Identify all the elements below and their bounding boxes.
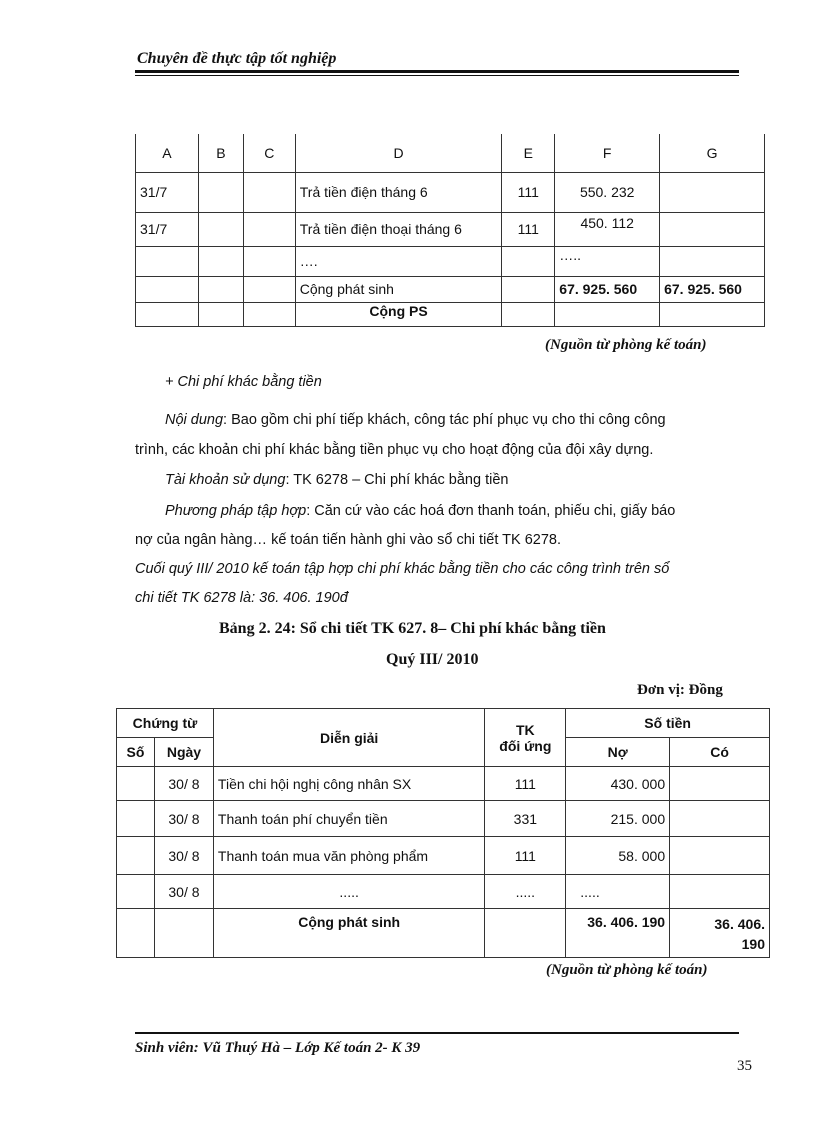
table-row: [117, 767, 770, 801]
cell-empty: [154, 909, 213, 958]
footer-rule: [135, 1032, 739, 1034]
col-header-f: F: [555, 134, 660, 172]
table1-header-row: [136, 134, 765, 172]
header-co: Có: [670, 738, 770, 767]
label-tai-khoan: Tài khoản sử dụng: [165, 472, 286, 488]
cell-description: ….: [295, 246, 502, 276]
cell-co: [670, 801, 770, 837]
table-period: Quý III/ 2010: [386, 651, 479, 668]
header-dien-giai: Diễn giải: [213, 709, 484, 767]
cell-date: [136, 246, 199, 276]
total-credit: 67. 925. 560: [660, 276, 765, 302]
cell-empty: [485, 909, 566, 958]
header-no: Nợ: [566, 738, 670, 767]
cell-co: [670, 767, 770, 801]
cell-empty: [502, 276, 555, 302]
cell-empty: [502, 302, 555, 326]
cell-so: [117, 767, 155, 801]
table1-ps-row: [136, 302, 765, 326]
label-phuong-phap: Phương pháp tập hợp: [165, 503, 307, 519]
cell-so: [117, 801, 155, 837]
header-tk: TK: [516, 721, 535, 738]
cell-c: [243, 172, 295, 212]
table1-total-row: [136, 276, 765, 302]
col-header-d: D: [295, 134, 502, 172]
label-noi-dung: Nội dung: [165, 412, 224, 428]
cell-no: 430. 000: [566, 767, 670, 801]
cell-tk: 111: [485, 767, 566, 801]
paragraph-noi-dung: [165, 412, 666, 428]
cell-tk: 111: [485, 837, 566, 875]
cell-so: [117, 837, 155, 875]
paragraph-phuong-phap-cont: nợ của ngân hàng… kế toán tiến hành ghi vào sổ chi tiết TK 6278.: [135, 532, 562, 548]
col-header-b: B: [198, 134, 243, 172]
cell-dien-giai: Tiền chi hội nghị công nhân SX: [213, 767, 484, 801]
cell-description: Trả tiền điện thoại tháng 6: [295, 212, 502, 246]
col-header-a: A: [136, 134, 199, 172]
table2-header-row-1: [117, 709, 770, 738]
table-caption: Bảng 2. 24: Sổ chi tiết TK 627. 8– Chi phí khác bằng tiền: [219, 620, 606, 637]
cell-credit: [660, 212, 765, 246]
col-header-e: E: [502, 134, 555, 172]
header-rule-thin: [135, 75, 739, 76]
cell-empty: [660, 302, 765, 326]
header-tk-doi-ung: [485, 709, 566, 767]
cell-c: [243, 246, 295, 276]
cell-debit: 450. 112: [555, 212, 660, 246]
cell-b: [198, 172, 243, 212]
total-debit: 67. 925. 560: [555, 276, 660, 302]
paragraph-noi-dung-cont: trình, các khoản chi phí khác bằng tiền phục vụ cho hoạt động của đội xây dựng.: [135, 442, 654, 458]
cell-credit: [660, 172, 765, 212]
total-co-line2: 190: [741, 936, 765, 952]
text-tai-khoan: : TK 6278 – Chi phí khác bằng tiền: [285, 472, 509, 488]
source-note: (Nguồn từ phòng kế toán): [545, 337, 707, 353]
ps-label: Cộng PS: [295, 302, 502, 326]
cell-account: 111: [502, 212, 555, 246]
cell-empty: [117, 909, 155, 958]
cell-empty: [198, 276, 243, 302]
cell-empty: [243, 276, 295, 302]
cell-tk: 331: [485, 801, 566, 837]
cell-account: 111: [502, 172, 555, 212]
section-item: + Chi phí khác bằng tiền: [165, 374, 322, 390]
header-rule: [135, 70, 739, 73]
cell-b: [198, 246, 243, 276]
cell-empty: [555, 302, 660, 326]
header-ngay: Ngày: [154, 738, 213, 767]
cell-ngay: 30/ 8: [154, 767, 213, 801]
col-header-g: G: [660, 134, 765, 172]
table-row: [136, 246, 765, 276]
cell-co: [670, 875, 770, 909]
ledger-table-continued: [135, 134, 765, 327]
header-doi-ung: đối ứng: [499, 737, 552, 754]
detail-ledger-table: [116, 708, 770, 958]
total-no: 36. 406. 190: [566, 909, 670, 958]
footer-student: Sinh viên: Vũ Thuý Hà – Lớp Kế toán 2- K 39: [135, 1040, 421, 1056]
summary-line-1: Cuối quý III/ 2010 kế toán tập hợp chi phí khác bằng tiền cho các công trình trên sổ: [135, 561, 670, 577]
header-so: Số: [117, 738, 155, 767]
cell-b: [198, 212, 243, 246]
cell-empty: [136, 276, 199, 302]
cell-no: 58. 000: [566, 837, 670, 875]
cell-empty: [198, 302, 243, 326]
header-so-tien: Số tiền: [566, 709, 770, 738]
col-header-c: C: [243, 134, 295, 172]
total-label: Cộng phát sinh: [295, 276, 502, 302]
text-phuong-phap: : Căn cứ vào các hoá đơn thanh toán, phiếu chi, giấy báo: [306, 503, 676, 519]
paragraph-phuong-phap: [165, 503, 675, 519]
cell-dien-giai: .....: [213, 875, 484, 909]
cell-dien-giai: Thanh toán mua văn phòng phẩm: [213, 837, 484, 875]
total-label: Cộng phát sinh: [213, 909, 484, 958]
cell-ngay: 30/ 8: [154, 837, 213, 875]
total-co: [670, 909, 770, 958]
paragraph-tai-khoan: [165, 472, 508, 488]
total-co-line1: 36. 406.: [714, 916, 765, 932]
cell-c: [243, 212, 295, 246]
cell-debit: 550. 232: [555, 172, 660, 212]
table2-total-row: [117, 909, 770, 958]
cell-co: [670, 837, 770, 875]
cell-dien-giai: Thanh toán phí chuyển tiền: [213, 801, 484, 837]
cell-date: 31/7: [136, 212, 199, 246]
cell-date: 31/7: [136, 172, 199, 212]
table-row: [117, 875, 770, 909]
cell-so: [117, 875, 155, 909]
cell-debit: …..: [555, 246, 660, 276]
header-chung-tu: Chứng từ: [117, 709, 214, 738]
table-row: [117, 837, 770, 875]
cell-empty: [136, 302, 199, 326]
page-number: 35: [737, 1058, 752, 1074]
source-note-2: (Nguồn từ phòng kế toán): [546, 962, 708, 978]
unit-label: Đơn vị: Đồng: [637, 682, 723, 698]
cell-tk: .....: [485, 875, 566, 909]
cell-description: Trả tiền điện tháng 6: [295, 172, 502, 212]
cell-empty: [243, 302, 295, 326]
cell-no: 215. 000: [566, 801, 670, 837]
table-row: [136, 212, 765, 246]
cell-ngay: 30/ 8: [154, 875, 213, 909]
cell-credit: [660, 246, 765, 276]
cell-ngay: 30/ 8: [154, 801, 213, 837]
summary-line-2: chi tiết TK 6278 là: 36. 406. 190đ: [135, 590, 348, 606]
table-row: [117, 801, 770, 837]
text-noi-dung: : Bao gồm chi phí tiếp khách, công tác phí phục vụ cho thi công công: [223, 412, 666, 428]
table-row: [136, 172, 765, 212]
cell-account: [502, 246, 555, 276]
page-header-title: Chuyên đề thực tập tốt nghiệp: [137, 50, 337, 67]
cell-no: .....: [566, 875, 670, 909]
